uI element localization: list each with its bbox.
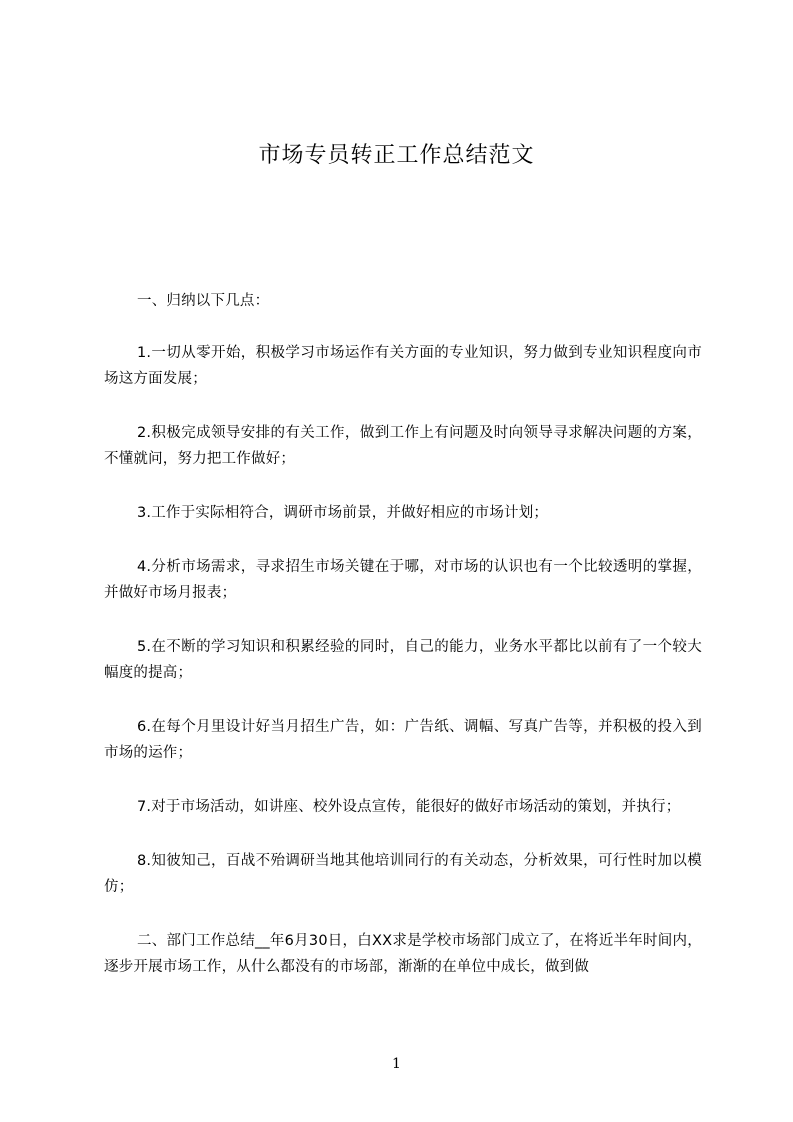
page-number: 1 xyxy=(392,1056,401,1072)
paragraph-item-3: 3.工作于实际相符合，调研市场前景，并做好相应的市场计划； xyxy=(137,505,549,521)
paragraph-item-2: 2.积极完成领导安排的有关工作，做到工作上有问题及时向领导寻求解决问题的方案，不懂就问，努力把工作做好； xyxy=(104,425,702,467)
section-heading-2: 二、部门工作总结__年6月30日，白XX求是学校市场部门成立了，在将近半年时间内，逐步开展市场工作，从什么都没有的市场部，渐渐的在单位中成长，做到做 xyxy=(104,933,702,975)
paragraph-item-4: 4.分析市场需求，寻求招生市场关键在于哪，对市场的认识也有一个比较透明的掌握，并做好市场月报表； xyxy=(104,559,702,601)
paragraph-item-8: 8.知彼知己，百战不殆调研当地其他培训同行的有关动态，分析效果，可行性时加以模仿； xyxy=(104,853,702,895)
section-heading-1: 一、归纳以下几点： xyxy=(137,293,270,309)
paragraph-item-7: 7.对于市场活动，如讲座、校外设点宣传，能很好的做好市场活动的策划，并执行； xyxy=(137,799,681,815)
paragraph-item-1: 1.一切从零开始，积极学习市场运作有关方面的专业知识，努力做到专业知识程度向市场这方面发展； xyxy=(104,345,702,387)
document-title: 市场专员转正工作总结范文 xyxy=(258,143,535,168)
paragraph-item-6: 6.在每个月里设计好当月招生广告，如：广告纸、调幅、写真广告等，并积极的投入到市场的运作； xyxy=(104,719,702,761)
paragraph-item-5: 5.在不断的学习知识和积累经验的同时，自己的能力，业务水平都比以前有了一个较大幅度的提高； xyxy=(104,639,702,681)
document-body xyxy=(104,288,702,1008)
